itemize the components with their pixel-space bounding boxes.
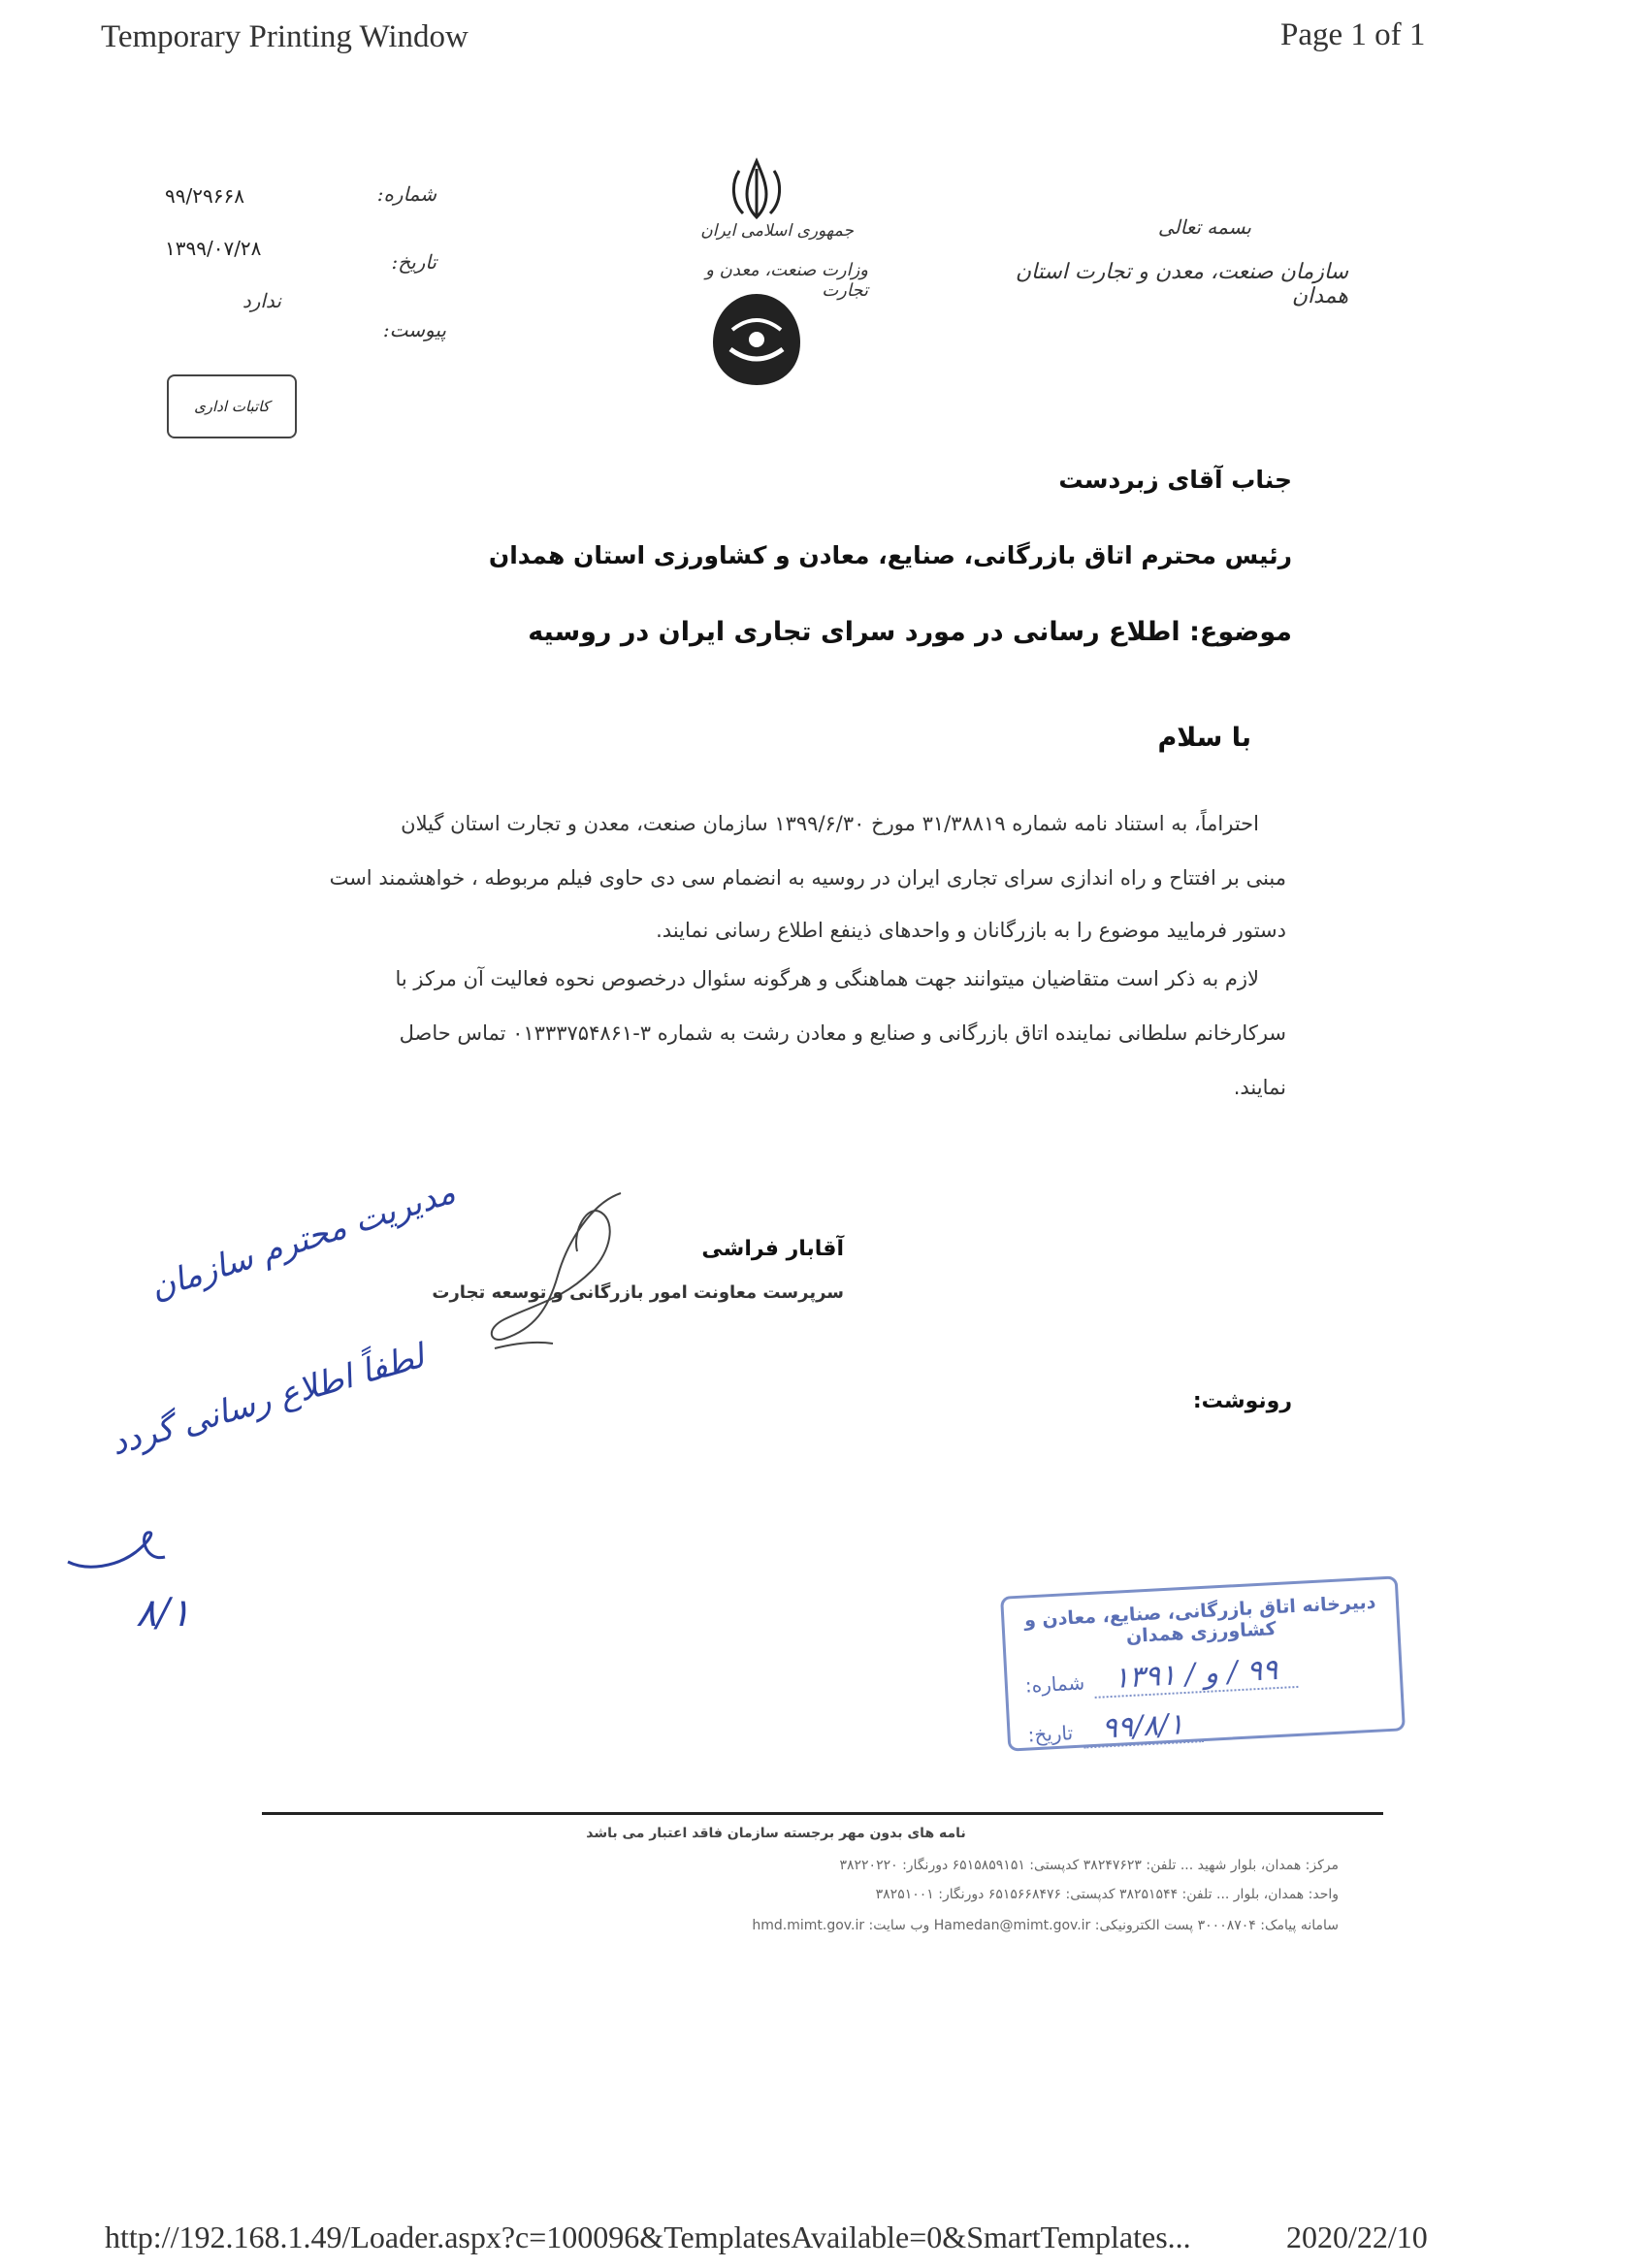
paragraph-1-line-1: احتراماً، به استناد نامه شماره ۳۱/۳۸۸۱۹ مورخ ۱۳۹۹/۶/۳۰ سازمان صنعت، معدن و تجارت استان گیلان xyxy=(401,812,1259,835)
greeting: با سلام xyxy=(1157,723,1251,753)
handwritten-signature-icon xyxy=(58,1513,175,1591)
ministry-name: وزارت صنعت، معدن و تجارت xyxy=(705,260,868,301)
letter-date: ۱۳۹۹/۰۷/۲۸ xyxy=(165,237,262,260)
letter-number: ۹۹/۲۹۶۶۸ xyxy=(165,184,244,208)
print-url: http://192.168.1.49/Loader.aspx?c=100096&TemplatesAvailable=0&SmartTemplates... xyxy=(105,2219,1191,2254)
received-stamp xyxy=(1000,1575,1406,1751)
paragraph-2-line-2: سرکارخانم سلطانی نماینده اتاق بازرگانی و صنایع و معادن رشت به شماره ۳-۰۱۳۳۳۷۵۴۸۶۱ تماس حاصل xyxy=(399,1021,1286,1045)
paragraph-1-line-2: مبنی بر افتتاح و راه اندازی سرای تجاری ایران در روسیه به انضمام سی دی حاوی فیلم مربوطه ، خواهشمند است xyxy=(329,866,1286,890)
org-name: سازمان صنعت، معدن و تجارت استان همدان xyxy=(1015,260,1348,308)
stamp-date-label: تاریخ: xyxy=(1026,1721,1074,1747)
correspondence-box: کاتبات اداری xyxy=(167,374,297,438)
handwritten-note-line-1: مدیریت محترم سازمان xyxy=(146,1172,461,1309)
bismillah: بسمه تعالی xyxy=(1157,215,1251,239)
number-label: شماره: xyxy=(376,182,436,206)
stamp-number: ۹۹ / و / ۱۳۹۱ xyxy=(1093,1652,1298,1699)
attachment-value: ندارد xyxy=(242,289,281,312)
footer-divider xyxy=(262,1812,1383,1815)
print-window-title: Temporary Printing Window xyxy=(101,19,469,54)
date-label: تاریخ: xyxy=(391,250,436,274)
paragraph-2-line-3: نمایند. xyxy=(1233,1076,1286,1099)
subject: موضوع: اطلاع رسانی در مورد سرای تجاری ایران در روسیه xyxy=(528,617,1292,647)
footer-web: سامانه پیامک: ۳۰۰۰۸۷۰۴ پست الکترونیکی: Hamedan@mimt.gov.ir وب سایت: hmd.mimt.gov.ir xyxy=(752,1918,1339,1933)
footer-note: نامه های بدون مهر برجسته سازمان فاقد اعتبار می باشد xyxy=(586,1826,966,1841)
production-jump-seal-icon xyxy=(703,286,810,393)
print-date: 2020/22/10 xyxy=(1286,2219,1428,2254)
paragraph-2-line-1: لازم به ذکر است متقاضیان میتوانند جهت هماهنگی و هرگونه سئوال درخصوص نحوه فعالیت آن مرکز با xyxy=(395,967,1259,990)
attachment-label: پیوست: xyxy=(382,318,446,341)
recipient-title: رئیس محترم اتاق بازرگانی، صنایع، معادن و کشاورزی استان همدان xyxy=(488,541,1292,569)
cc-label: رونوشت: xyxy=(1192,1389,1292,1413)
footer-address-2: واحد: همدان، بلوار ... تلفن: ۳۸۲۵۱۵۴۴ کدپستی: ۶۵۱۵۶۶۸۴۷۶ دورنگار: ۳۸۲۵۱۰۰۱ xyxy=(875,1887,1339,1902)
signature-icon xyxy=(475,1183,640,1358)
handwritten-note-line-2: لطفاً اطلاع رسانی گردد xyxy=(107,1337,429,1464)
country-name: جمهوری اسلامی ایران xyxy=(700,221,854,241)
stamp-title: دبیرخانه اتاق بازرگانی، صنایع، معادن و کشاورزی همدان xyxy=(1023,1591,1376,1648)
stamp-date: ۹۹/۸/۱ xyxy=(1082,1706,1204,1748)
signer-name: آقابار فراشی xyxy=(701,1237,844,1261)
stamp-number-label: شماره: xyxy=(1024,1670,1085,1698)
signer-title: سرپرست معاونت امور بازرگانی و توسعه تجارت xyxy=(432,1282,844,1303)
recipient: جناب آقای زبردست xyxy=(1058,466,1292,494)
paragraph-1-line-3: دستور فرمایید موضوع را به بازرگانان و واحدهای ذینفع اطلاع رسانی نمایند. xyxy=(656,919,1286,942)
handwritten-date: ۸/۱ xyxy=(136,1591,191,1636)
iran-emblem-icon xyxy=(718,155,795,223)
footer-address-1: مرکز: همدان، بلوار شهید ... تلفن: ۳۸۲۴۷۶۲۳ کدپستی: ۶۵۱۵۸۵۹۱۵۱ دورنگار: ۳۸۲۲۰۲۲۰ xyxy=(839,1858,1339,1873)
page-indicator: Page 1 of 1 xyxy=(1280,17,1426,52)
